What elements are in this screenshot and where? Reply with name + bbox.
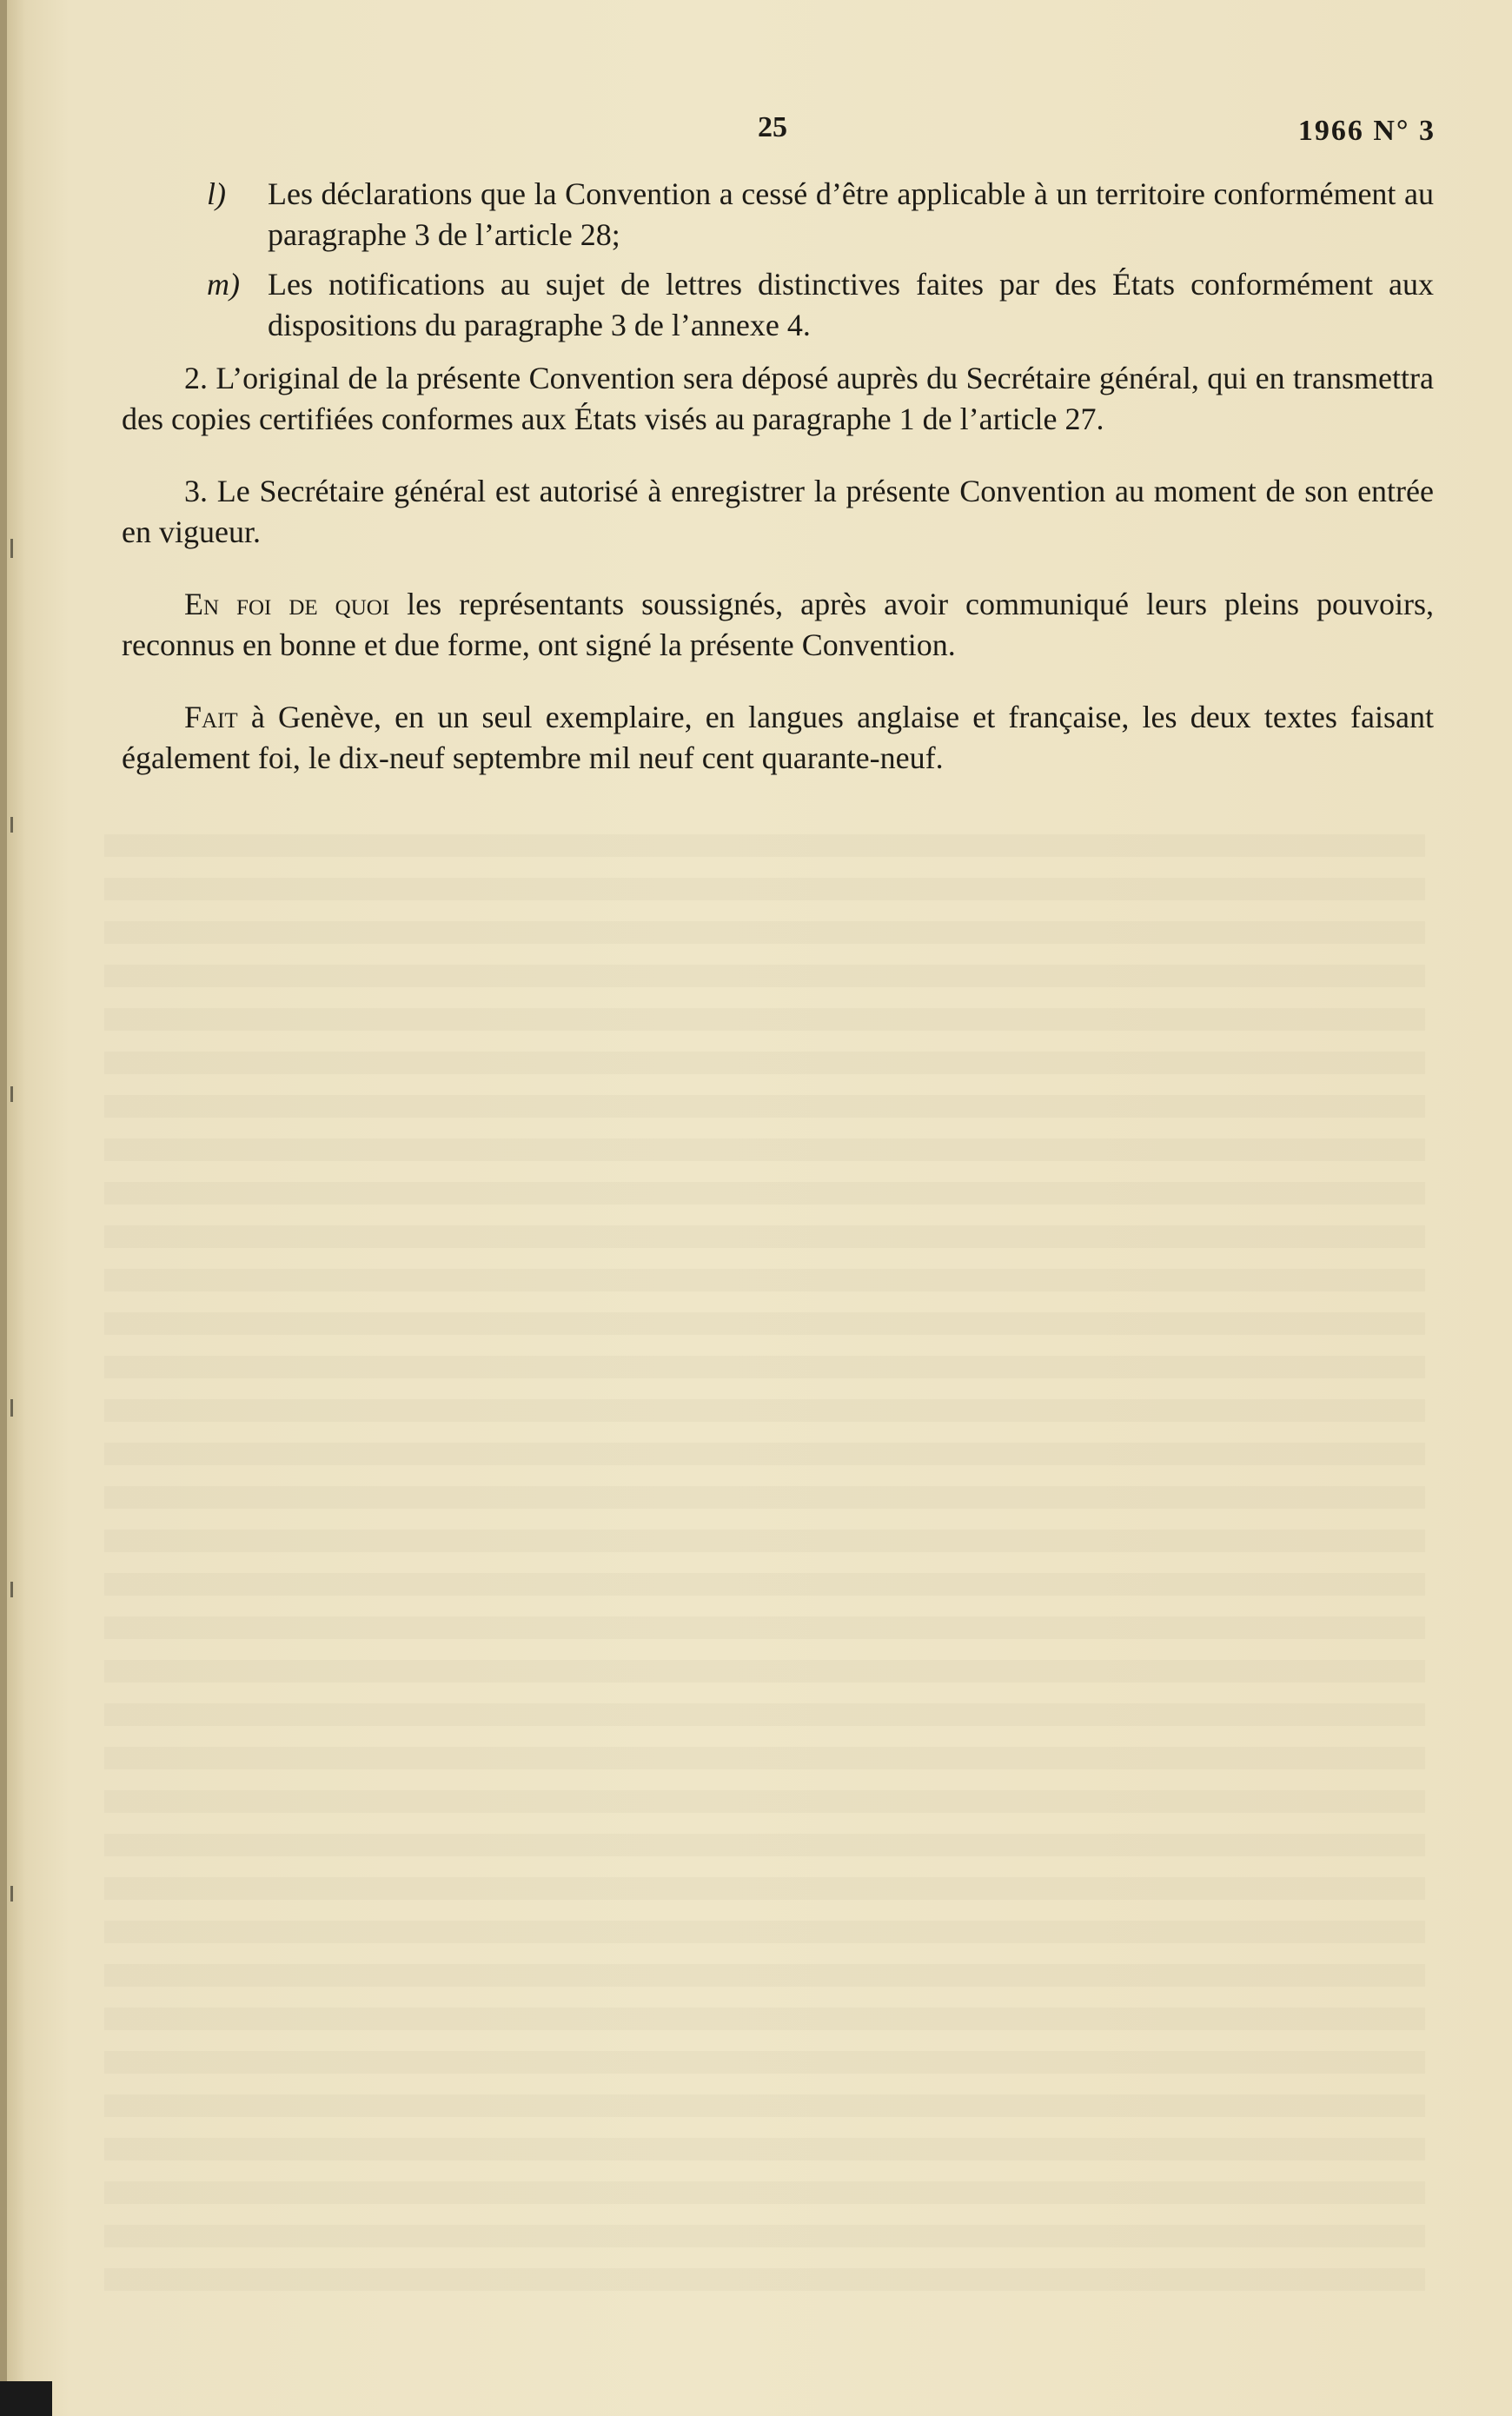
margin-mark: [10, 539, 13, 558]
item-label: m): [207, 267, 240, 302]
paragraph-deposit: 2. L’original de la présente Convention sera déposé auprès du Secrétaire général, qui en transmettra des copies certifiées conformes aux États visés au paragraphe 1 de l’article 27.: [122, 361, 1434, 436]
list-item: [122, 174, 1434, 256]
show-through-area: [104, 834, 1425, 2312]
margin-mark: [10, 1886, 13, 1902]
paragraph-witness: [122, 584, 1434, 666]
witness-text: les représentants soussignés, après avoir communiqué leurs pleins pouvoirs, reconnus en bonne et due forme, ont signé la présente Convention.: [122, 587, 1435, 662]
margin-mark: [10, 817, 13, 833]
page-number: 25: [758, 111, 787, 143]
paragraph-registration: 3. Le Secrétaire général est autorisé à enregistrer la présente Convention au moment de son entrée en vigueur.: [122, 474, 1434, 549]
margin-mark: [10, 1086, 13, 1102]
witness-lead: En foi de quoi: [184, 587, 390, 621]
scan-corner-shadow: [0, 2381, 52, 2416]
item-text: Les notifications au sujet de lettres distinctives faites par des États conformément aux dispositions du paragraphe 3 de l’annexe 4.: [268, 267, 1434, 342]
binding-gutter: [0, 0, 7, 2416]
margin-mark: [10, 1399, 13, 1417]
done-text: à Genève, en un seul exemplaire, en langues anglaise et française, les deux textes faisant également foi, le dix-neuf septembre mil neuf cent quarante-neuf.: [122, 700, 1434, 775]
list-item: [122, 264, 1434, 346]
document-reference: 1966 N° 3: [1297, 115, 1436, 147]
page-body: [122, 174, 1434, 810]
item-label: l): [207, 176, 226, 211]
margin-mark: [10, 1582, 13, 1597]
page-header: [0, 111, 1512, 163]
paragraph-done-at: [122, 697, 1434, 779]
done-lead: Fait: [184, 700, 238, 734]
item-text: Les déclarations que la Convention a cessé d’être applicable à un territoire conformément au paragraphe 3 de l’article 28;: [268, 176, 1434, 252]
